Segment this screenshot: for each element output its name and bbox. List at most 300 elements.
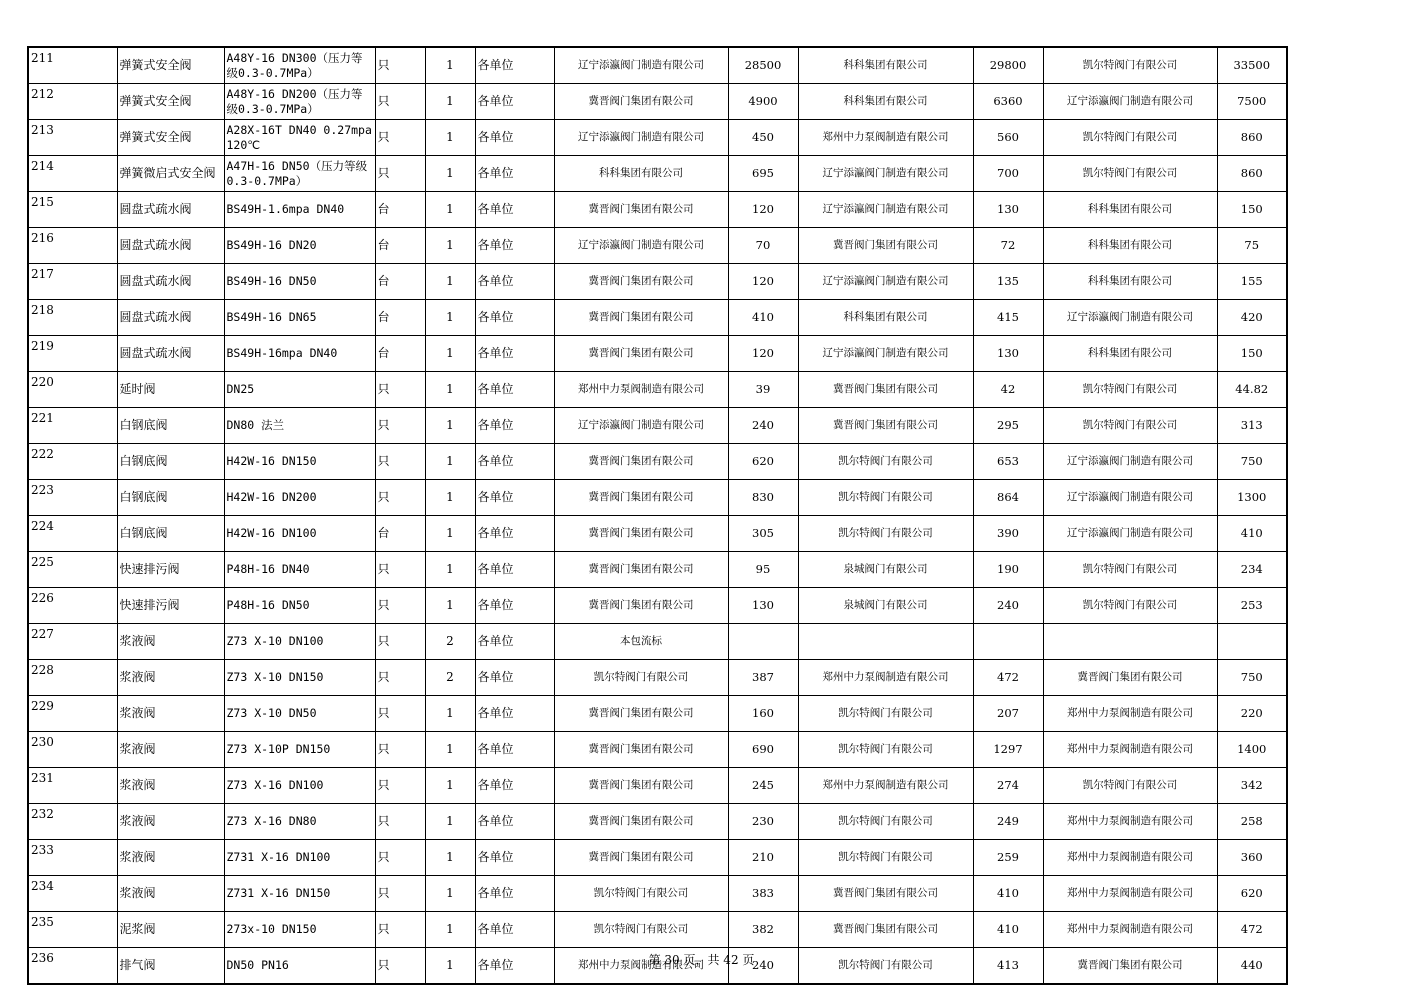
table-row — [28, 732, 1287, 768]
cell-item-name: 白钢底阀 — [117, 480, 224, 516]
cell-item-name: 排气阀 — [117, 948, 224, 985]
cell-row-number: 211 — [28, 47, 117, 84]
cell-price-2: 653 — [973, 444, 1043, 480]
cell-department: 各单位 — [475, 444, 554, 480]
cell-price-1: 383 — [728, 876, 798, 912]
cell-unit: 只 — [375, 120, 425, 156]
cell-vendor-3: 科科集团有限公司 — [1043, 228, 1217, 264]
cell-unit: 只 — [375, 444, 425, 480]
cell-price-2: 259 — [973, 840, 1043, 876]
cell-unit: 台 — [375, 192, 425, 228]
cell-department: 各单位 — [475, 408, 554, 444]
cell-model-spec: BS49H-16 DN65 — [224, 300, 375, 336]
cell-unit: 只 — [375, 804, 425, 840]
cell-vendor-1: 冀晋阀门集团有限公司 — [554, 516, 728, 552]
cell-vendor-2: 郑州中力泵阀制造有限公司 — [798, 660, 973, 696]
table-row — [28, 336, 1287, 372]
cell-vendor-1: 冀晋阀门集团有限公司 — [554, 804, 728, 840]
cell-price-3: 155 — [1217, 264, 1287, 300]
cell-vendor-1: 冀晋阀门集团有限公司 — [554, 552, 728, 588]
cell-department: 各单位 — [475, 372, 554, 408]
cell-quantity: 1 — [425, 156, 475, 192]
cell-row-number: 227 — [28, 624, 117, 660]
cell-model-spec: BS49H-16mpa DN40 — [224, 336, 375, 372]
table-row — [28, 372, 1287, 408]
cell-vendor-3: 辽宁添瀛阀门制造有限公司 — [1043, 516, 1217, 552]
cell-quantity: 1 — [425, 372, 475, 408]
cell-department: 各单位 — [475, 300, 554, 336]
cell-vendor-2: 郑州中力泵阀制造有限公司 — [798, 768, 973, 804]
cell-row-number: 233 — [28, 840, 117, 876]
cell-quantity: 1 — [425, 840, 475, 876]
table-row — [28, 264, 1287, 300]
cell-model-spec: Z731 X-16 DN150 — [224, 876, 375, 912]
cell-item-name: 快速排污阀 — [117, 588, 224, 624]
cell-department: 各单位 — [475, 804, 554, 840]
cell-price-2: 413 — [973, 948, 1043, 985]
cell-vendor-2: 凯尔特阀门有限公司 — [798, 732, 973, 768]
cell-vendor-3: 郑州中力泵阀制造有限公司 — [1043, 732, 1217, 768]
cell-quantity: 1 — [425, 120, 475, 156]
cell-model-spec: P48H-16 DN40 — [224, 552, 375, 588]
cell-vendor-1: 本包流标 — [554, 624, 728, 660]
cell-department: 各单位 — [475, 47, 554, 84]
cell-vendor-3: 冀晋阀门集团有限公司 — [1043, 948, 1217, 985]
cell-vendor-3: 凯尔特阀门有限公司 — [1043, 120, 1217, 156]
cell-vendor-2: 泉城阀门有限公司 — [798, 588, 973, 624]
cell-department: 各单位 — [475, 696, 554, 732]
cell-price-2: 6360 — [973, 84, 1043, 120]
cell-price-1: 130 — [728, 588, 798, 624]
cell-row-number: 230 — [28, 732, 117, 768]
cell-price-1: 120 — [728, 192, 798, 228]
cell-quantity: 1 — [425, 47, 475, 84]
cell-price-3: 750 — [1217, 444, 1287, 480]
cell-vendor-1: 冀晋阀门集团有限公司 — [554, 696, 728, 732]
cell-vendor-3: 郑州中力泵阀制造有限公司 — [1043, 696, 1217, 732]
cell-price-1: 230 — [728, 804, 798, 840]
cell-vendor-2: 冀晋阀门集团有限公司 — [798, 912, 973, 948]
cell-model-spec: A28X-16T DN40 0.27mpa 120℃ — [224, 120, 375, 156]
cell-item-name: 圆盘式疏水阀 — [117, 336, 224, 372]
cell-price-1: 410 — [728, 300, 798, 336]
cell-department: 各单位 — [475, 228, 554, 264]
cell-price-3: 620 — [1217, 876, 1287, 912]
cell-price-1: 95 — [728, 552, 798, 588]
cell-vendor-1: 辽宁添瀛阀门制造有限公司 — [554, 408, 728, 444]
cell-quantity: 1 — [425, 336, 475, 372]
table-row — [28, 624, 1287, 660]
cell-row-number: 223 — [28, 480, 117, 516]
cell-row-number: 222 — [28, 444, 117, 480]
cell-vendor-2: 凯尔特阀门有限公司 — [798, 516, 973, 552]
cell-price-2: 72 — [973, 228, 1043, 264]
table-row — [28, 912, 1287, 948]
table-row — [28, 480, 1287, 516]
cell-vendor-2: 辽宁添瀛阀门制造有限公司 — [798, 264, 973, 300]
cell-price-3: 420 — [1217, 300, 1287, 336]
table-row — [28, 120, 1287, 156]
cell-row-number: 216 — [28, 228, 117, 264]
cell-item-name: 浆液阀 — [117, 804, 224, 840]
cell-item-name: 圆盘式疏水阀 — [117, 228, 224, 264]
cell-price-3: 440 — [1217, 948, 1287, 985]
cell-quantity: 1 — [425, 444, 475, 480]
cell-vendor-1: 冀晋阀门集团有限公司 — [554, 480, 728, 516]
cell-department: 各单位 — [475, 948, 554, 985]
bid-comparison-table — [27, 46, 1288, 985]
cell-item-name: 浆液阀 — [117, 768, 224, 804]
table-row — [28, 588, 1287, 624]
table-row — [28, 228, 1287, 264]
cell-unit: 只 — [375, 84, 425, 120]
cell-model-spec: BS49H-16 DN50 — [224, 264, 375, 300]
cell-unit: 只 — [375, 840, 425, 876]
cell-price-3: 472 — [1217, 912, 1287, 948]
cell-row-number: 225 — [28, 552, 117, 588]
table-row — [28, 84, 1287, 120]
cell-price-2: 560 — [973, 120, 1043, 156]
cell-row-number: 224 — [28, 516, 117, 552]
cell-price-3: 33500 — [1217, 47, 1287, 84]
cell-model-spec: A48Y-16 DN300（压力等级0.3-0.7MPa） — [224, 47, 375, 84]
cell-price-3: 220 — [1217, 696, 1287, 732]
cell-price-3: 313 — [1217, 408, 1287, 444]
cell-row-number: 228 — [28, 660, 117, 696]
cell-unit: 台 — [375, 264, 425, 300]
cell-price-3: 75 — [1217, 228, 1287, 264]
cell-item-name: 延时阀 — [117, 372, 224, 408]
cell-vendor-2: 科科集团有限公司 — [798, 84, 973, 120]
cell-vendor-3: 郑州中力泵阀制造有限公司 — [1043, 912, 1217, 948]
cell-price-1: 120 — [728, 264, 798, 300]
cell-price-3: 253 — [1217, 588, 1287, 624]
cell-model-spec: H42W-16 DN150 — [224, 444, 375, 480]
cell-vendor-2: 泉城阀门有限公司 — [798, 552, 973, 588]
cell-vendor-3: 科科集团有限公司 — [1043, 336, 1217, 372]
cell-price-1: 240 — [728, 408, 798, 444]
cell-item-name: 泥浆阀 — [117, 912, 224, 948]
cell-vendor-2: 科科集团有限公司 — [798, 47, 973, 84]
table-row — [28, 47, 1287, 84]
cell-model-spec: Z73 X-10 DN50 — [224, 696, 375, 732]
cell-vendor-1: 辽宁添瀛阀门制造有限公司 — [554, 47, 728, 84]
cell-price-3: 44.82 — [1217, 372, 1287, 408]
cell-vendor-1: 郑州中力泵阀制造有限公司 — [554, 372, 728, 408]
cell-vendor-1: 辽宁添瀛阀门制造有限公司 — [554, 120, 728, 156]
cell-model-spec: A48Y-16 DN200（压力等级0.3-0.7MPa） — [224, 84, 375, 120]
cell-price-2: 207 — [973, 696, 1043, 732]
cell-vendor-3: 凯尔特阀门有限公司 — [1043, 588, 1217, 624]
cell-price-3: 750 — [1217, 660, 1287, 696]
cell-model-spec: P48H-16 DN50 — [224, 588, 375, 624]
cell-department: 各单位 — [475, 120, 554, 156]
cell-item-name: 浆液阀 — [117, 660, 224, 696]
table-row — [28, 660, 1287, 696]
cell-price-1: 382 — [728, 912, 798, 948]
cell-vendor-2: 冀晋阀门集团有限公司 — [798, 408, 973, 444]
cell-vendor-2: 凯尔特阀门有限公司 — [798, 840, 973, 876]
cell-row-number: 234 — [28, 876, 117, 912]
cell-unit: 只 — [375, 660, 425, 696]
cell-department: 各单位 — [475, 264, 554, 300]
cell-price-1: 39 — [728, 372, 798, 408]
cell-model-spec: Z731 X-16 DN100 — [224, 840, 375, 876]
cell-unit: 只 — [375, 408, 425, 444]
cell-vendor-2: 辽宁添瀛阀门制造有限公司 — [798, 336, 973, 372]
cell-price-3: 1300 — [1217, 480, 1287, 516]
cell-vendor-3: 凯尔特阀门有限公司 — [1043, 408, 1217, 444]
cell-price-2: 130 — [973, 336, 1043, 372]
cell-price-1: 210 — [728, 840, 798, 876]
cell-vendor-2: 凯尔特阀门有限公司 — [798, 948, 973, 985]
table-body — [28, 47, 1287, 984]
cell-item-name: 圆盘式疏水阀 — [117, 300, 224, 336]
cell-vendor-1: 冀晋阀门集团有限公司 — [554, 444, 728, 480]
cell-vendor-1: 凯尔特阀门有限公司 — [554, 876, 728, 912]
cell-item-name: 白钢底阀 — [117, 516, 224, 552]
cell-department: 各单位 — [475, 192, 554, 228]
cell-vendor-3: 科科集团有限公司 — [1043, 192, 1217, 228]
cell-item-name: 浆液阀 — [117, 732, 224, 768]
cell-vendor-2 — [798, 624, 973, 660]
cell-model-spec: A47H-16 DN50（压力等级0.3-0.7MPa） — [224, 156, 375, 192]
cell-vendor-2: 冀晋阀门集团有限公司 — [798, 228, 973, 264]
table-row — [28, 516, 1287, 552]
table-row — [28, 300, 1287, 336]
cell-vendor-1: 凯尔特阀门有限公司 — [554, 912, 728, 948]
cell-unit: 台 — [375, 516, 425, 552]
cell-row-number: 215 — [28, 192, 117, 228]
cell-vendor-3: 辽宁添瀛阀门制造有限公司 — [1043, 84, 1217, 120]
cell-vendor-3: 凯尔特阀门有限公司 — [1043, 552, 1217, 588]
cell-unit: 只 — [375, 552, 425, 588]
cell-quantity: 1 — [425, 192, 475, 228]
cell-row-number: 220 — [28, 372, 117, 408]
cell-price-1: 305 — [728, 516, 798, 552]
cell-unit: 只 — [375, 876, 425, 912]
cell-quantity: 1 — [425, 768, 475, 804]
cell-department: 各单位 — [475, 840, 554, 876]
cell-quantity: 1 — [425, 480, 475, 516]
cell-price-1: 160 — [728, 696, 798, 732]
cell-price-2: 415 — [973, 300, 1043, 336]
cell-price-2: 390 — [973, 516, 1043, 552]
cell-row-number: 235 — [28, 912, 117, 948]
cell-vendor-2: 凯尔特阀门有限公司 — [798, 444, 973, 480]
cell-price-2: 135 — [973, 264, 1043, 300]
cell-price-1: 70 — [728, 228, 798, 264]
cell-department: 各单位 — [475, 336, 554, 372]
cell-vendor-1: 冀晋阀门集团有限公司 — [554, 336, 728, 372]
cell-unit: 只 — [375, 156, 425, 192]
cell-model-spec: DN50 PN16 — [224, 948, 375, 985]
cell-price-2: 700 — [973, 156, 1043, 192]
cell-unit: 只 — [375, 912, 425, 948]
cell-price-1: 387 — [728, 660, 798, 696]
cell-row-number: 221 — [28, 408, 117, 444]
cell-price-2: 274 — [973, 768, 1043, 804]
cell-price-3: 7500 — [1217, 84, 1287, 120]
cell-vendor-3: 郑州中力泵阀制造有限公司 — [1043, 840, 1217, 876]
cell-quantity: 1 — [425, 912, 475, 948]
cell-price-1: 450 — [728, 120, 798, 156]
cell-model-spec: Z73 X-10P DN150 — [224, 732, 375, 768]
cell-price-3: 860 — [1217, 156, 1287, 192]
cell-row-number: 226 — [28, 588, 117, 624]
cell-model-spec: BS49H-16 DN20 — [224, 228, 375, 264]
cell-item-name: 圆盘式疏水阀 — [117, 192, 224, 228]
cell-department: 各单位 — [475, 732, 554, 768]
cell-price-1: 240 — [728, 948, 798, 985]
table-row — [28, 840, 1287, 876]
cell-unit: 只 — [375, 588, 425, 624]
cell-price-1: 830 — [728, 480, 798, 516]
cell-price-1: 4900 — [728, 84, 798, 120]
cell-price-1: 245 — [728, 768, 798, 804]
cell-quantity: 1 — [425, 804, 475, 840]
cell-row-number: 229 — [28, 696, 117, 732]
cell-department: 各单位 — [475, 156, 554, 192]
cell-unit: 只 — [375, 732, 425, 768]
table-row — [28, 192, 1287, 228]
cell-unit: 只 — [375, 624, 425, 660]
cell-department: 各单位 — [475, 912, 554, 948]
cell-vendor-1: 冀晋阀门集团有限公司 — [554, 588, 728, 624]
cell-quantity: 1 — [425, 228, 475, 264]
cell-model-spec: BS49H-1.6mpa DN40 — [224, 192, 375, 228]
cell-model-spec: Z73 X-16 DN80 — [224, 804, 375, 840]
cell-quantity: 1 — [425, 84, 475, 120]
cell-model-spec: Z73 X-10 DN100 — [224, 624, 375, 660]
cell-price-1: 120 — [728, 336, 798, 372]
cell-price-3: 258 — [1217, 804, 1287, 840]
cell-price-3: 150 — [1217, 192, 1287, 228]
cell-vendor-2: 辽宁添瀛阀门制造有限公司 — [798, 192, 973, 228]
cell-item-name: 浆液阀 — [117, 624, 224, 660]
table-row — [28, 408, 1287, 444]
cell-vendor-1: 科科集团有限公司 — [554, 156, 728, 192]
cell-vendor-1: 冀晋阀门集团有限公司 — [554, 84, 728, 120]
cell-price-2: 1297 — [973, 732, 1043, 768]
cell-item-name: 白钢底阀 — [117, 408, 224, 444]
cell-vendor-3 — [1043, 624, 1217, 660]
cell-department: 各单位 — [475, 588, 554, 624]
cell-row-number: 231 — [28, 768, 117, 804]
table-row — [28, 552, 1287, 588]
cell-quantity: 1 — [425, 732, 475, 768]
cell-department: 各单位 — [475, 84, 554, 120]
cell-vendor-3: 科科集团有限公司 — [1043, 264, 1217, 300]
cell-vendor-2: 冀晋阀门集团有限公司 — [798, 876, 973, 912]
cell-row-number: 218 — [28, 300, 117, 336]
cell-item-name: 白钢底阀 — [117, 444, 224, 480]
cell-quantity: 1 — [425, 300, 475, 336]
cell-department: 各单位 — [475, 876, 554, 912]
cell-price-2 — [973, 624, 1043, 660]
cell-price-3: 410 — [1217, 516, 1287, 552]
cell-unit: 只 — [375, 768, 425, 804]
cell-vendor-2: 凯尔特阀门有限公司 — [798, 696, 973, 732]
cell-item-name: 圆盘式疏水阀 — [117, 264, 224, 300]
cell-unit: 只 — [375, 480, 425, 516]
cell-unit: 只 — [375, 948, 425, 985]
cell-department: 各单位 — [475, 768, 554, 804]
cell-vendor-2: 科科集团有限公司 — [798, 300, 973, 336]
cell-row-number: 219 — [28, 336, 117, 372]
table-row — [28, 156, 1287, 192]
cell-price-3: 1400 — [1217, 732, 1287, 768]
cell-vendor-1: 辽宁添瀛阀门制造有限公司 — [554, 228, 728, 264]
cell-price-2: 130 — [973, 192, 1043, 228]
cell-department: 各单位 — [475, 480, 554, 516]
cell-vendor-3: 凯尔特阀门有限公司 — [1043, 768, 1217, 804]
cell-vendor-3: 郑州中力泵阀制造有限公司 — [1043, 876, 1217, 912]
table-row — [28, 768, 1287, 804]
cell-model-spec: Z73 X-16 DN100 — [224, 768, 375, 804]
cell-item-name: 快速排污阀 — [117, 552, 224, 588]
cell-price-2: 190 — [973, 552, 1043, 588]
cell-vendor-1: 凯尔特阀门有限公司 — [554, 660, 728, 696]
cell-unit: 只 — [375, 372, 425, 408]
cell-price-3 — [1217, 624, 1287, 660]
cell-vendor-2: 冀晋阀门集团有限公司 — [798, 372, 973, 408]
cell-vendor-3: 冀晋阀门集团有限公司 — [1043, 660, 1217, 696]
cell-quantity: 2 — [425, 660, 475, 696]
cell-model-spec: 273x-10 DN150 — [224, 912, 375, 948]
cell-row-number: 217 — [28, 264, 117, 300]
table-row — [28, 696, 1287, 732]
cell-item-name: 浆液阀 — [117, 696, 224, 732]
cell-model-spec: DN25 — [224, 372, 375, 408]
cell-unit: 只 — [375, 47, 425, 84]
cell-unit: 台 — [375, 336, 425, 372]
cell-vendor-3: 郑州中力泵阀制造有限公司 — [1043, 804, 1217, 840]
cell-item-name: 弹簧微启式安全阀 — [117, 156, 224, 192]
cell-vendor-3: 凯尔特阀门有限公司 — [1043, 372, 1217, 408]
cell-model-spec: H42W-16 DN200 — [224, 480, 375, 516]
cell-price-3: 342 — [1217, 768, 1287, 804]
cell-vendor-1: 冀晋阀门集团有限公司 — [554, 264, 728, 300]
table-row — [28, 804, 1287, 840]
cell-price-1: 28500 — [728, 47, 798, 84]
cell-item-name: 浆液阀 — [117, 840, 224, 876]
table-row — [28, 876, 1287, 912]
cell-price-2: 472 — [973, 660, 1043, 696]
cell-department: 各单位 — [475, 516, 554, 552]
cell-vendor-1: 冀晋阀门集团有限公司 — [554, 768, 728, 804]
cell-vendor-3: 凯尔特阀门有限公司 — [1043, 156, 1217, 192]
cell-price-2: 410 — [973, 876, 1043, 912]
cell-model-spec: DN80 法兰 — [224, 408, 375, 444]
cell-quantity: 1 — [425, 516, 475, 552]
cell-quantity: 1 — [425, 696, 475, 732]
cell-department: 各单位 — [475, 552, 554, 588]
cell-quantity: 1 — [425, 876, 475, 912]
cell-vendor-1: 郑州中力泵阀制造有限公司 — [554, 948, 728, 985]
cell-unit: 台 — [375, 300, 425, 336]
cell-price-2: 410 — [973, 912, 1043, 948]
cell-vendor-1: 冀晋阀门集团有限公司 — [554, 300, 728, 336]
page-number: 第 30 页，共 42 页 — [648, 953, 755, 967]
cell-price-3: 150 — [1217, 336, 1287, 372]
cell-item-name: 弹簧式安全阀 — [117, 120, 224, 156]
cell-vendor-3: 凯尔特阀门有限公司 — [1043, 47, 1217, 84]
cell-vendor-3: 辽宁添瀛阀门制造有限公司 — [1043, 300, 1217, 336]
cell-row-number: 212 — [28, 84, 117, 120]
cell-price-1: 620 — [728, 444, 798, 480]
cell-price-2: 29800 — [973, 47, 1043, 84]
